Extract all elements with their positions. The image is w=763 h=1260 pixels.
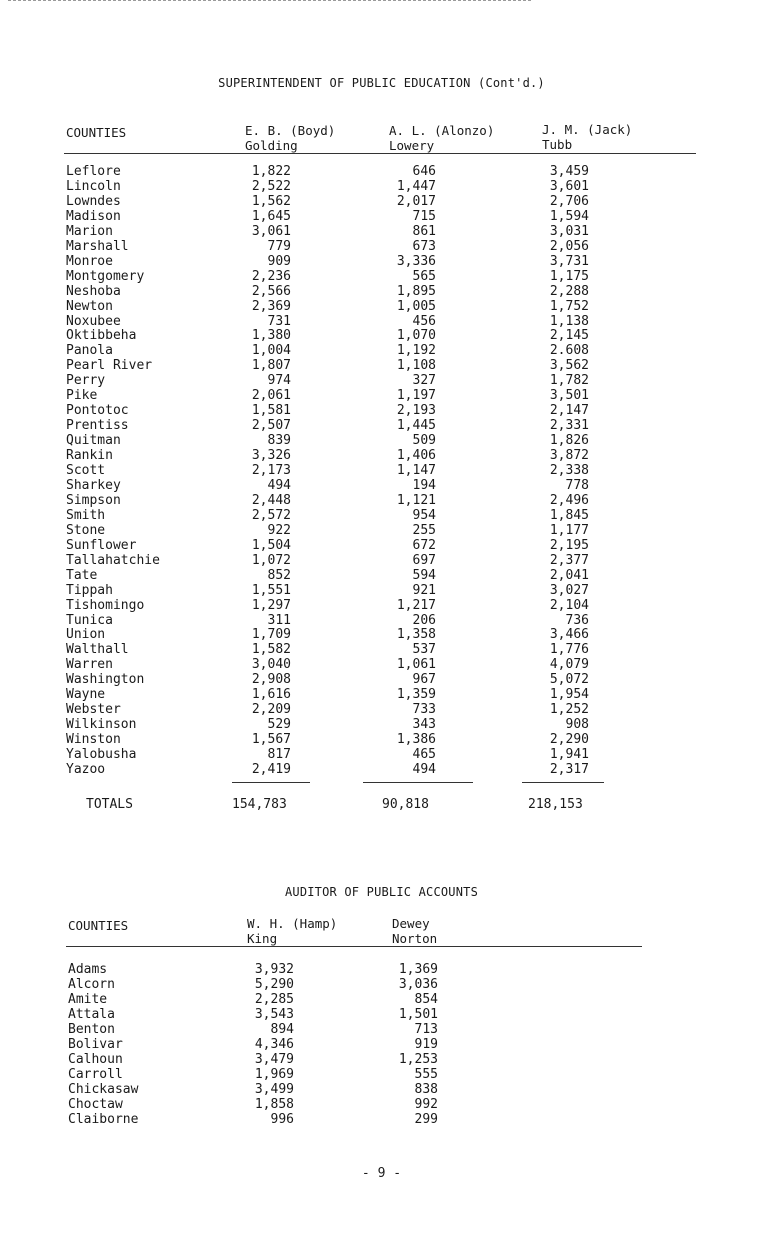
tubb-votes: 2,706	[549, 193, 589, 209]
county-name: Newton	[66, 298, 113, 314]
lowery-votes: 255	[412, 522, 436, 538]
tubb-votes: 1,594	[549, 208, 589, 224]
tubb-votes: 2,317	[549, 762, 589, 777]
table-row	[0, 747, 763, 762]
table-row	[0, 717, 763, 732]
county-name: Yazoo	[66, 762, 106, 777]
table-row	[0, 1022, 763, 1037]
county-name: Sharkey	[66, 477, 121, 493]
table-row	[0, 478, 763, 493]
golding-votes: 1,807	[251, 358, 291, 374]
lowery-votes: 1,895	[396, 283, 436, 299]
table-row	[0, 493, 763, 508]
golding-votes: 2,448	[251, 492, 291, 508]
king-votes: 3,499	[254, 1082, 294, 1097]
header-norton: Dewey Norton	[392, 916, 438, 946]
lowery-votes: 343	[412, 717, 436, 733]
tubb-votes: 1,845	[549, 507, 589, 523]
header-counties-2: COUNTIES	[68, 918, 129, 933]
county-name: Claiborne	[68, 1112, 139, 1127]
tubb-votes: 3,501	[549, 388, 589, 404]
norton-votes: 919	[414, 1037, 438, 1052]
county-name: Warren	[66, 657, 113, 673]
header-golding: E. B. (Boyd) Golding	[245, 123, 336, 153]
lowery-votes: 672	[412, 537, 436, 553]
tubb-votes: 1,138	[549, 313, 589, 329]
golding-votes: 1,072	[251, 552, 291, 568]
table-row	[0, 568, 763, 583]
county-name: Bolivar	[68, 1037, 123, 1052]
tubb-votes: 2,496	[549, 492, 589, 508]
county-name: Amite	[68, 992, 108, 1007]
county-name: Tunica	[66, 612, 113, 628]
lowery-votes: 1,192	[396, 343, 436, 359]
table-row	[0, 598, 763, 613]
table-row	[0, 343, 763, 358]
lowery-votes: 1,217	[396, 597, 436, 613]
table-row	[0, 657, 763, 672]
table-row	[0, 962, 763, 977]
table-row	[0, 269, 763, 284]
tubb-votes: 1,752	[549, 298, 589, 314]
tubb-votes: 4,079	[549, 657, 589, 673]
table-row	[0, 508, 763, 523]
norton-votes: 713	[414, 1022, 438, 1037]
page-number: - 9 -	[361, 1166, 402, 1181]
county-name: Leflore	[66, 164, 121, 179]
lowery-votes: 594	[412, 567, 436, 583]
golding-votes: 494	[267, 477, 291, 493]
county-name: Benton	[68, 1022, 115, 1037]
golding-votes: 839	[267, 433, 291, 449]
table-row	[0, 284, 763, 299]
king-votes: 5,290	[254, 977, 294, 992]
golding-votes: 1,645	[251, 208, 291, 224]
lowery-votes: 1,406	[396, 448, 436, 464]
golding-votes: 1,562	[251, 193, 291, 209]
table-row	[0, 239, 763, 254]
king-votes: 2,285	[254, 992, 294, 1007]
golding-votes: 2,061	[251, 388, 291, 404]
table-row	[0, 538, 763, 553]
table-row	[0, 1067, 763, 1082]
golding-votes: 1,822	[251, 164, 291, 179]
tubb-votes: 2,331	[549, 418, 589, 434]
header-counties: COUNTIES	[66, 125, 127, 140]
county-name: Noxubee	[66, 313, 121, 329]
golding-votes: 2,522	[251, 178, 291, 194]
table-row	[0, 358, 763, 373]
table-row	[0, 702, 763, 717]
lowery-votes: 954	[412, 507, 436, 523]
golding-votes: 2,908	[251, 672, 291, 688]
golding-votes: 529	[267, 717, 291, 733]
lowery-votes: 194	[412, 477, 436, 493]
tubb-votes: 1,776	[549, 642, 589, 658]
county-name: Quitman	[66, 433, 121, 449]
tubb-votes: 2,288	[549, 283, 589, 299]
header-king: W. H. (Hamp) King	[247, 916, 338, 946]
lowery-votes: 1,445	[396, 418, 436, 434]
norton-votes: 1,253	[398, 1052, 438, 1067]
county-name: Rankin	[66, 448, 113, 464]
county-name: Tippah	[66, 582, 113, 598]
county-name: Tallahatchie	[66, 552, 160, 568]
lowery-votes: 921	[412, 582, 436, 598]
totals-rule-tubb	[522, 782, 604, 783]
golding-votes: 2,419	[251, 762, 291, 777]
section2-title: AUDITOR OF PUBLIC ACCOUNTS	[284, 885, 479, 899]
tubb-votes: 2,195	[549, 537, 589, 553]
king-votes: 1,858	[254, 1097, 294, 1112]
totals-lowery: 90,818	[382, 797, 429, 812]
county-name: Perry	[66, 373, 106, 389]
golding-votes: 2,236	[251, 268, 291, 284]
lowery-votes: 733	[412, 702, 436, 718]
header-lowery: A. L. (Alonzo) Lowery	[389, 123, 495, 153]
tubb-votes: 1,252	[549, 702, 589, 718]
golding-votes: 1,297	[251, 597, 291, 613]
county-name: Neshoba	[66, 283, 121, 299]
tubb-votes: 1,177	[549, 522, 589, 538]
county-name: Montgomery	[66, 268, 145, 284]
lowery-votes: 327	[412, 373, 436, 389]
king-votes: 4,346	[254, 1037, 294, 1052]
table-row	[0, 433, 763, 448]
county-name: Winston	[66, 732, 121, 748]
tubb-votes: 1,941	[549, 747, 589, 763]
golding-votes: 817	[267, 747, 291, 763]
tubb-votes: 3,027	[549, 582, 589, 598]
county-name: Union	[66, 627, 106, 643]
county-name: Calhoun	[68, 1052, 123, 1067]
golding-votes: 1,004	[251, 343, 291, 359]
golding-votes: 1,567	[251, 732, 291, 748]
lowery-votes: 2,017	[396, 193, 436, 209]
county-name: Washington	[66, 672, 145, 688]
tubb-votes: 2,041	[549, 567, 589, 583]
golding-votes: 3,040	[251, 657, 291, 673]
golding-votes: 974	[267, 373, 291, 389]
header-tubb: J. M. (Jack) Tubb	[542, 122, 633, 152]
county-name: Marshall	[66, 238, 129, 254]
golding-votes: 1,582	[251, 642, 291, 658]
table-row	[0, 194, 763, 209]
lowery-votes: 465	[412, 747, 436, 763]
golding-votes: 731	[267, 313, 291, 329]
king-votes: 894	[270, 1022, 294, 1037]
golding-votes: 852	[267, 567, 291, 583]
tubb-votes: 778	[565, 477, 589, 493]
golding-votes: 779	[267, 238, 291, 254]
county-name: Pontotoc	[66, 403, 129, 419]
table-row	[0, 613, 763, 628]
table-row	[0, 1082, 763, 1097]
table-row	[0, 627, 763, 642]
tubb-votes: 3,872	[549, 448, 589, 464]
county-name: Wilkinson	[66, 717, 137, 733]
lowery-votes: 494	[412, 762, 436, 777]
lowery-votes: 715	[412, 208, 436, 224]
lowery-votes: 509	[412, 433, 436, 449]
norton-votes: 3,036	[398, 977, 438, 992]
totals-rule-golding	[232, 782, 310, 783]
tubb-votes: 3,031	[549, 223, 589, 239]
king-votes: 3,932	[254, 962, 294, 977]
table-row	[0, 687, 763, 702]
section1-title: SUPERINTENDENT OF PUBLIC EDUCATION (Cont'd.)	[218, 76, 545, 90]
norton-votes: 1,501	[398, 1007, 438, 1022]
norton-votes: 555	[414, 1067, 438, 1082]
totals-golding: 154,783	[232, 797, 287, 812]
table-row	[0, 553, 763, 568]
county-name: Attala	[68, 1007, 115, 1022]
table-row	[0, 463, 763, 478]
lowery-votes: 1,061	[396, 657, 436, 673]
county-name: Adams	[68, 962, 108, 977]
table-row	[0, 1037, 763, 1052]
norton-votes: 299	[414, 1112, 438, 1127]
county-name: Tishomingo	[66, 597, 145, 613]
county-name: Simpson	[66, 492, 121, 508]
table-row	[0, 299, 763, 314]
tubb-votes: 908	[565, 717, 589, 733]
county-name: Scott	[66, 463, 106, 478]
tubb-votes: 3,562	[549, 358, 589, 374]
county-name: Chickasaw	[68, 1082, 139, 1097]
table-row	[0, 314, 763, 329]
county-name: Wayne	[66, 687, 106, 703]
golding-votes: 1,616	[251, 687, 291, 703]
tubb-votes: 2,145	[549, 328, 589, 344]
county-name: Smith	[66, 507, 106, 523]
tubb-votes: 1,954	[549, 687, 589, 703]
lowery-votes: 1,070	[396, 328, 436, 344]
tubb-votes: 5,072	[549, 672, 589, 688]
lowery-votes: 456	[412, 313, 436, 329]
totals-label: TOTALS	[86, 797, 133, 812]
lowery-votes: 537	[412, 642, 436, 658]
tubb-votes: 3,731	[549, 253, 589, 269]
table-row	[0, 209, 763, 224]
king-votes: 3,479	[254, 1052, 294, 1067]
tubb-votes: 2,056	[549, 238, 589, 254]
table-row	[0, 583, 763, 598]
norton-votes: 838	[414, 1082, 438, 1097]
golding-votes: 1,380	[251, 328, 291, 344]
golding-votes: 1,581	[251, 403, 291, 419]
county-name: Stone	[66, 522, 106, 538]
table-row	[0, 373, 763, 388]
golding-votes: 1,504	[251, 537, 291, 553]
county-name: Choctaw	[68, 1097, 123, 1112]
golding-votes: 1,551	[251, 582, 291, 598]
county-name: Pike	[66, 388, 98, 404]
golding-votes: 311	[267, 612, 291, 628]
county-name: Marion	[66, 223, 113, 239]
golding-votes: 3,326	[251, 448, 291, 464]
lowery-votes: 1,386	[396, 732, 436, 748]
table-row	[0, 523, 763, 538]
county-name: Monroe	[66, 253, 113, 269]
county-name: Yalobusha	[66, 747, 137, 763]
top-dashed-border	[8, 0, 531, 1]
header-rule-2	[66, 946, 642, 947]
totals-tubb: 218,153	[528, 797, 583, 812]
table-row	[0, 179, 763, 194]
county-name: Sunflower	[66, 537, 137, 553]
golding-votes: 2,507	[251, 418, 291, 434]
lowery-votes: 1,447	[396, 178, 436, 194]
table-row	[0, 977, 763, 992]
table-row	[0, 1007, 763, 1022]
tubb-votes: 3,601	[549, 178, 589, 194]
tubb-votes: 3,459	[549, 164, 589, 179]
county-name: Oktibbeha	[66, 328, 137, 344]
golding-votes: 2,572	[251, 507, 291, 523]
county-name: Lowndes	[66, 193, 121, 209]
golding-votes: 2,566	[251, 283, 291, 299]
table-row	[0, 224, 763, 239]
county-name: Tate	[66, 567, 98, 583]
golding-votes: 2,173	[251, 463, 291, 478]
king-votes: 3,543	[254, 1007, 294, 1022]
king-votes: 996	[270, 1112, 294, 1127]
lowery-votes: 697	[412, 552, 436, 568]
lowery-votes: 861	[412, 223, 436, 239]
county-name: Prentiss	[66, 418, 129, 434]
county-name: Webster	[66, 702, 121, 718]
tubb-votes: 2.608	[549, 343, 589, 359]
lowery-votes: 3,336	[396, 253, 436, 269]
table-row	[0, 164, 763, 179]
norton-votes: 854	[414, 992, 438, 1007]
lowery-votes: 646	[412, 164, 436, 179]
lowery-votes: 1,108	[396, 358, 436, 374]
table-row	[0, 992, 763, 1007]
header-rule	[64, 153, 696, 154]
golding-votes: 909	[267, 253, 291, 269]
lowery-votes: 206	[412, 612, 436, 628]
county-name: Lincoln	[66, 178, 121, 194]
lowery-votes: 967	[412, 672, 436, 688]
tubb-votes: 736	[565, 612, 589, 628]
county-name: Alcorn	[68, 977, 115, 992]
table-row	[0, 388, 763, 403]
tubb-votes: 2,377	[549, 552, 589, 568]
golding-votes: 3,061	[251, 223, 291, 239]
lowery-votes: 1,121	[396, 492, 436, 508]
table-row	[0, 418, 763, 433]
lowery-votes: 1,147	[396, 463, 436, 478]
totals-rule-lowery	[363, 782, 473, 783]
county-name: Panola	[66, 343, 113, 359]
county-name: Madison	[66, 208, 121, 224]
lowery-votes: 673	[412, 238, 436, 254]
lowery-votes: 1,005	[396, 298, 436, 314]
tubb-votes: 3,466	[549, 627, 589, 643]
table-row	[0, 642, 763, 657]
table-row	[0, 403, 763, 418]
table-row	[0, 1052, 763, 1067]
golding-votes: 1,709	[251, 627, 291, 643]
county-name: Pearl River	[66, 358, 153, 374]
table-row	[0, 328, 763, 343]
table-row	[0, 672, 763, 687]
lowery-votes: 565	[412, 268, 436, 284]
table-row	[0, 762, 763, 777]
norton-votes: 992	[414, 1097, 438, 1112]
county-name: Walthall	[66, 642, 129, 658]
tubb-votes: 2,338	[549, 463, 589, 478]
tubb-votes: 2,147	[549, 403, 589, 419]
tubb-votes: 1,826	[549, 433, 589, 449]
table-row	[0, 1112, 763, 1127]
king-votes: 1,969	[254, 1067, 294, 1082]
tubb-votes: 1,175	[549, 268, 589, 284]
lowery-votes: 1,359	[396, 687, 436, 703]
table-row	[0, 448, 763, 463]
table-row	[0, 1097, 763, 1112]
lowery-votes: 1,358	[396, 627, 436, 643]
table-row	[0, 254, 763, 269]
table-row	[0, 732, 763, 747]
lowery-votes: 1,197	[396, 388, 436, 404]
county-name: Carroll	[68, 1067, 123, 1082]
golding-votes: 2,369	[251, 298, 291, 314]
tubb-votes: 2,290	[549, 732, 589, 748]
golding-votes: 2,209	[251, 702, 291, 718]
lowery-votes: 2,193	[396, 403, 436, 419]
tubb-votes: 1,782	[549, 373, 589, 389]
tubb-votes: 2,104	[549, 597, 589, 613]
norton-votes: 1,369	[398, 962, 438, 977]
golding-votes: 922	[267, 522, 291, 538]
